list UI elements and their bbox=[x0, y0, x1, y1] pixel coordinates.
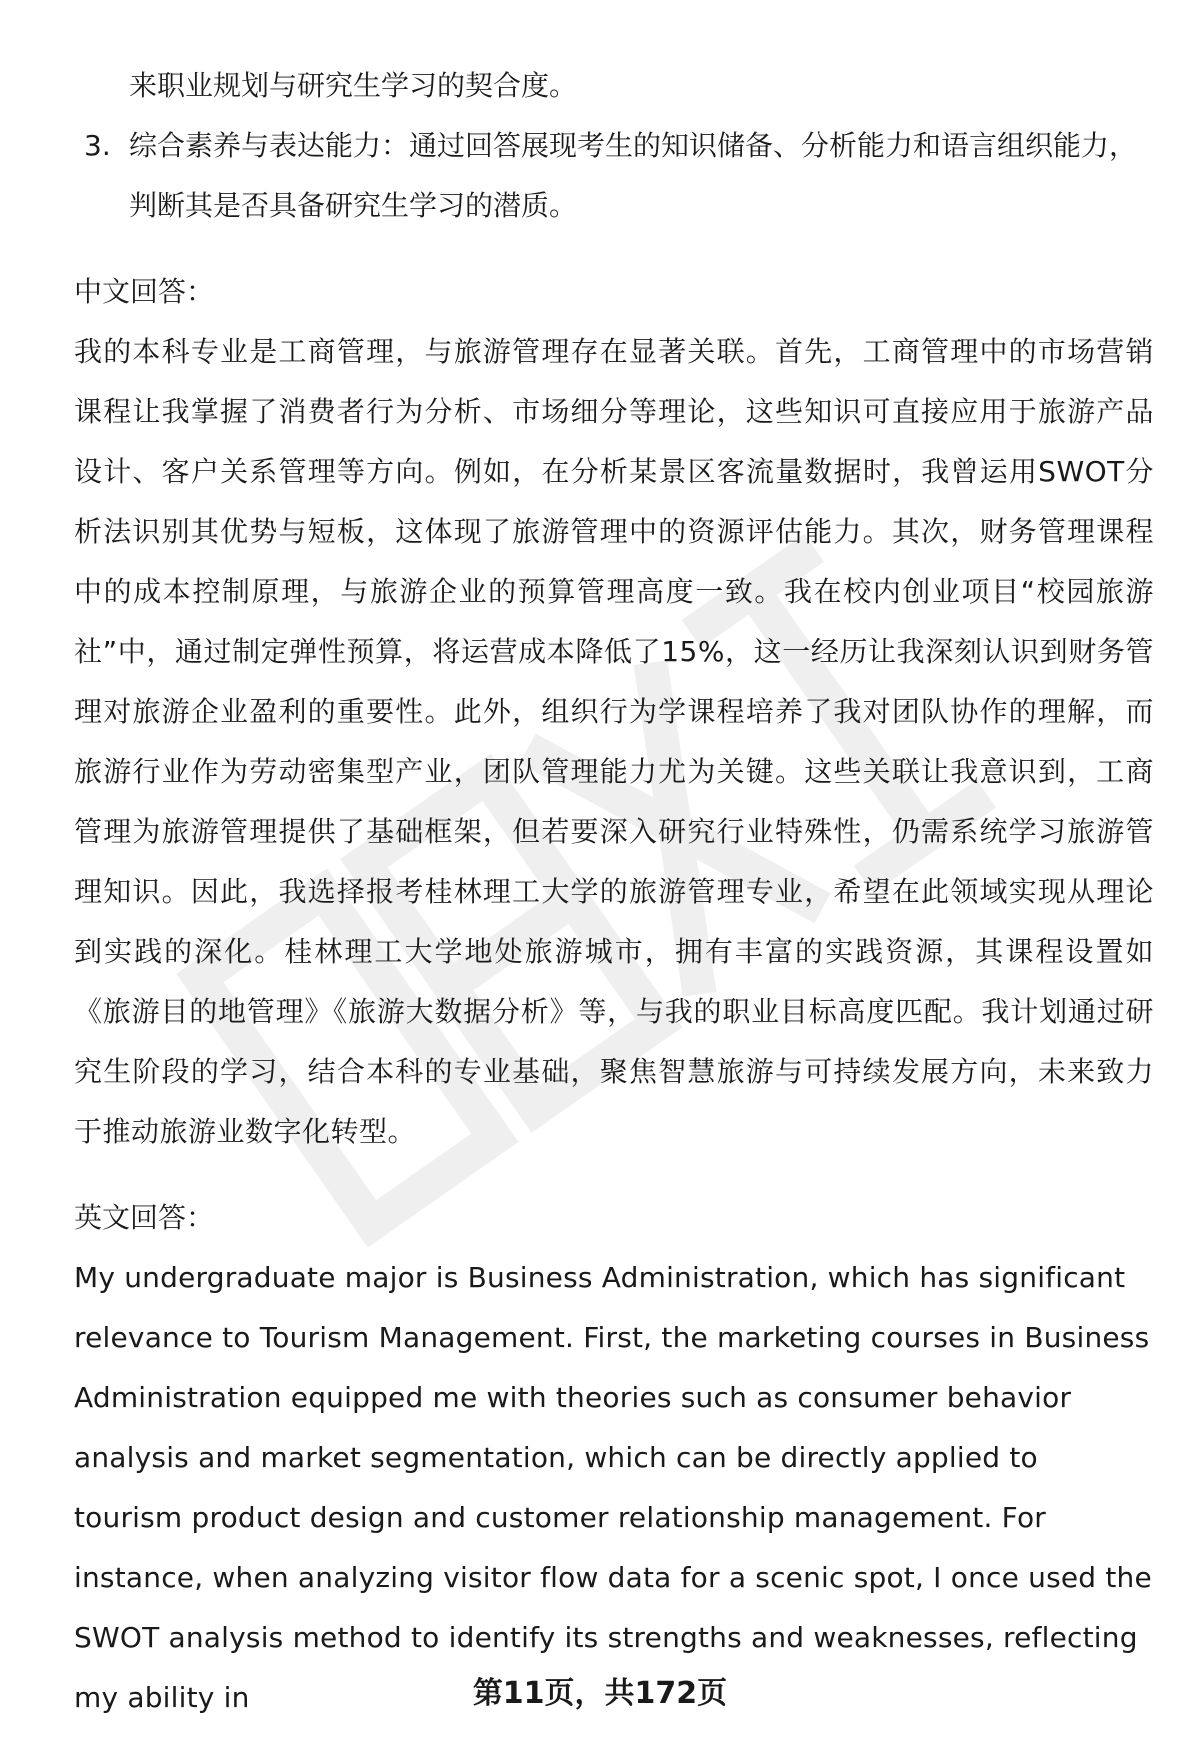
page-number-footer: 第11页，共172页 bbox=[472, 1676, 728, 1711]
list-item-3 bbox=[74, 116, 1154, 236]
list-item-text: 综合素养与表达能力：通过回答展现考生的知识储备、分析能力和语言组织能力，判断其是否具备研究生学习的潜质。 bbox=[129, 129, 1138, 222]
list-item-continuation: 来职业规划与研究生学习的契合度。 bbox=[129, 69, 578, 102]
english-answer-body: My undergraduate major is Business Administration, which has significant relevance to Tourism Management. First, the marketing courses in Business Administration equipped me with theories such as consumer behavior analysis and market segmentation, which can be directly applied to tourism product design and customer relationship management. For instance, when analyzing visitor flow data for a scenic spot, I once used the SWOT analysis method to identify its strengths and weaknesses, reflecting my ability in bbox=[74, 1261, 1152, 1714]
list-number: 3. bbox=[84, 129, 111, 162]
english-answer-heading: 英文回答： bbox=[74, 1201, 215, 1234]
page-content bbox=[74, 56, 1154, 1728]
chinese-answer-heading: 中文回答： bbox=[74, 275, 215, 308]
chinese-answer-body: 我的本科专业是工商管理，与旅游管理存在显著关联。首先，工商管理中的市场营销课程让我掌握了消费者行为分析、市场细分等理论，这些知识可直接应用于旅游产品设计、客户关系管理等方向。例如，在分析某景区客流量数据时，我曾运用SWOT分析法识别其优势与短板，这体现了旅游管理中的资源评估能力。其次，财务管理课程中的成本控制原理，与旅游企业的预算管理高度一致。我在校内创业项目“校园旅游社”中，通过制定弹性预算，将运营成本降低了15%，这一经历让我深刻认识到财务管理对旅游企业盈利的重要性。此外，组织行为学课程培养了我对团队协作的理解，而旅游行业作为劳动密集型产业，团队管理能力尤为关键。这些关联让我意识到，工商管理为旅游管理提供了基础框架，但若要深入研究行业特殊性，仍需系统学习旅游管理知识。因此，我选择报考桂林理工大学的旅游管理专业，希望在此领域实现从理论到实践的深化。桂林理工大学地处旅游城市，拥有丰富的实践资源，其课程设置如《旅游目的地管理》《旅游大数据分析》等，与我的职业目标高度匹配。我计划通过研究生阶段的学习，结合本科的专业基础，聚焦智慧旅游与可持续发展方向，未来致力于推动旅游业数字化转型。 bbox=[74, 335, 1154, 1148]
